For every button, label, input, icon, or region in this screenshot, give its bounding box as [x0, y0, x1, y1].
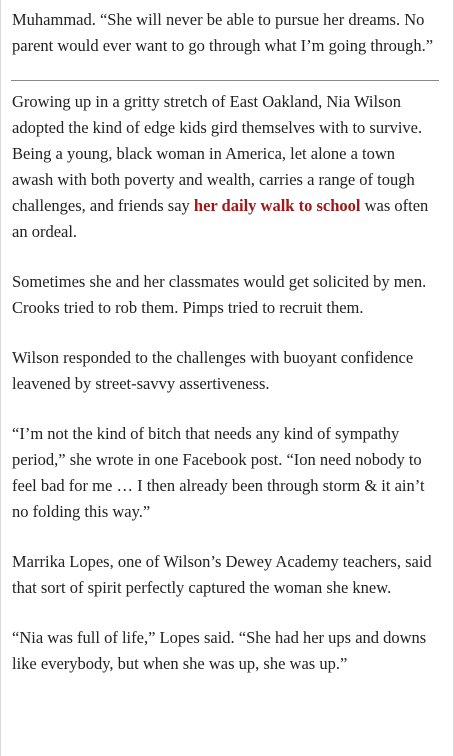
- section-divider: [11, 80, 439, 81]
- paragraph-marrika-lopes: Marrika Lopes, one of Wilson’s Dewey Academy teachers, said that sort of spirit perfectly captured the woman she knew.: [12, 552, 432, 597]
- paragraph-facebook-quote: “I’m not the kind of bitch that needs any kind of sympathy period,” she wrote in one Facebook post. “Ion need nobody to feel bad for me … I then already been through storm & it ain’t no folding this way.”: [12, 424, 425, 521]
- daily-walk-link[interactable]: her daily walk to school: [193, 196, 361, 215]
- paragraph-text-after-link: was often an ordeal.: [12, 196, 429, 241]
- article-body: [12, 7, 440, 701]
- paragraph-text-before-link: Growing up in a gritty stretch of East Oakland, Nia Wilson adopted the kind of edge kids gird themselves with to survive. Being a young, black woman in America, let alone a town awash with both poverty and wealth, carries a range of tough challenges, and friends say: [12, 92, 423, 215]
- paragraph-lopes-quote: “Nia was full of life,” Lopes said. “She had her ups and downs like everybody, but when she was up, she was up.”: [12, 628, 427, 673]
- page-border-left: [0, 0, 1, 756]
- paragraph-east-oakland: [12, 89, 440, 245]
- quote-paragraph: Muhammad. “She will never be able to pursue her dreams. No parent would ever want to go through what I’m going through.”: [12, 10, 434, 55]
- paragraph-classmates: Sometimes she and her classmates would get solicited by men. Crooks tried to rob them. Pimps tried to recruit them.: [12, 272, 427, 317]
- paragraph-wilson-responded: Wilson responded to the challenges with buoyant confidence leavened by street-savvy assertiveness.: [12, 348, 414, 393]
